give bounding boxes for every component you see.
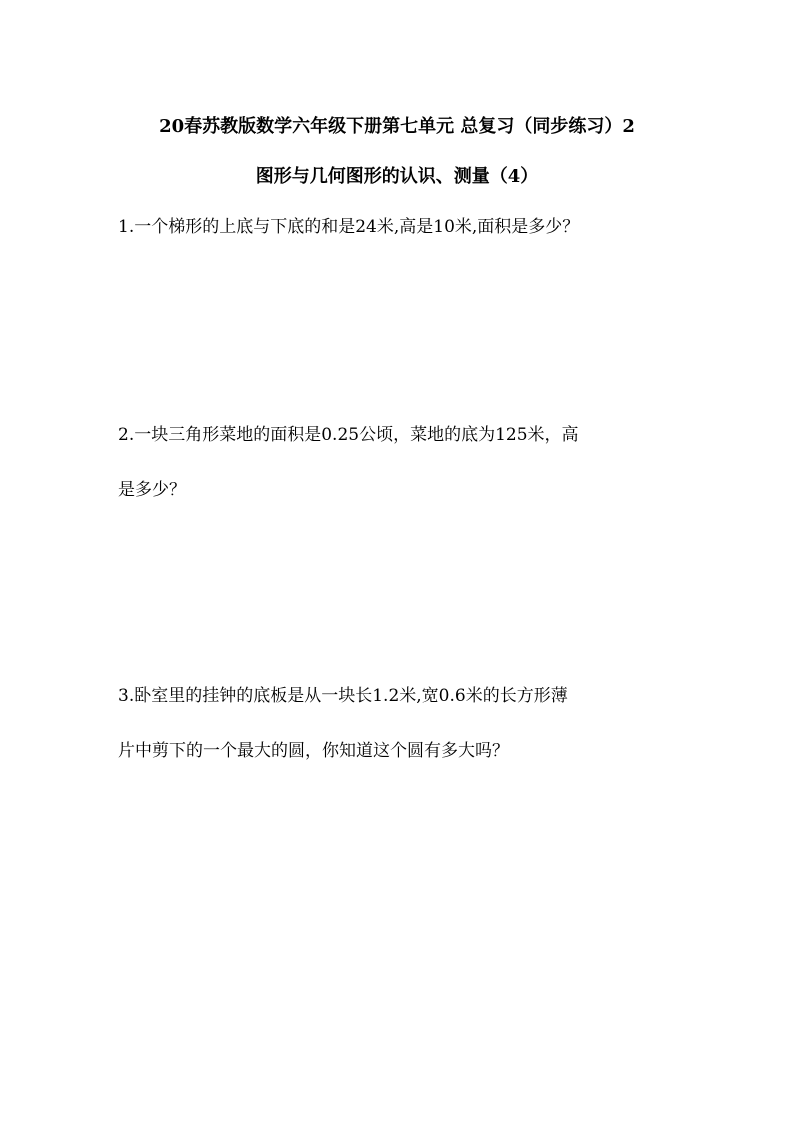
question-2-line-2: 是多少？ [118, 480, 186, 500]
worksheet-subtitle: 图形与几何图形的认识、测量（4） [255, 166, 539, 187]
worksheet-title: 20春苏教版数学六年级下册第七单元 总复习（同步练习）2 [159, 116, 635, 137]
question-3-line-2: 片中剪下的一个最大的圆，你知道这个圆有多大吗？ [118, 741, 509, 761]
question-3-line-1: 3.卧室里的挂钟的底板是从一块长1.2米,宽0.6米的长方形薄 [118, 686, 568, 706]
question-2-line-1: 2.一块三角形菜地的面积是0.25公顷，菜地的底为125米，高 [118, 425, 579, 445]
question-1: 1.一个梯形的上底与下底的和是24米,高是10米,面积是多少？ [118, 217, 580, 237]
